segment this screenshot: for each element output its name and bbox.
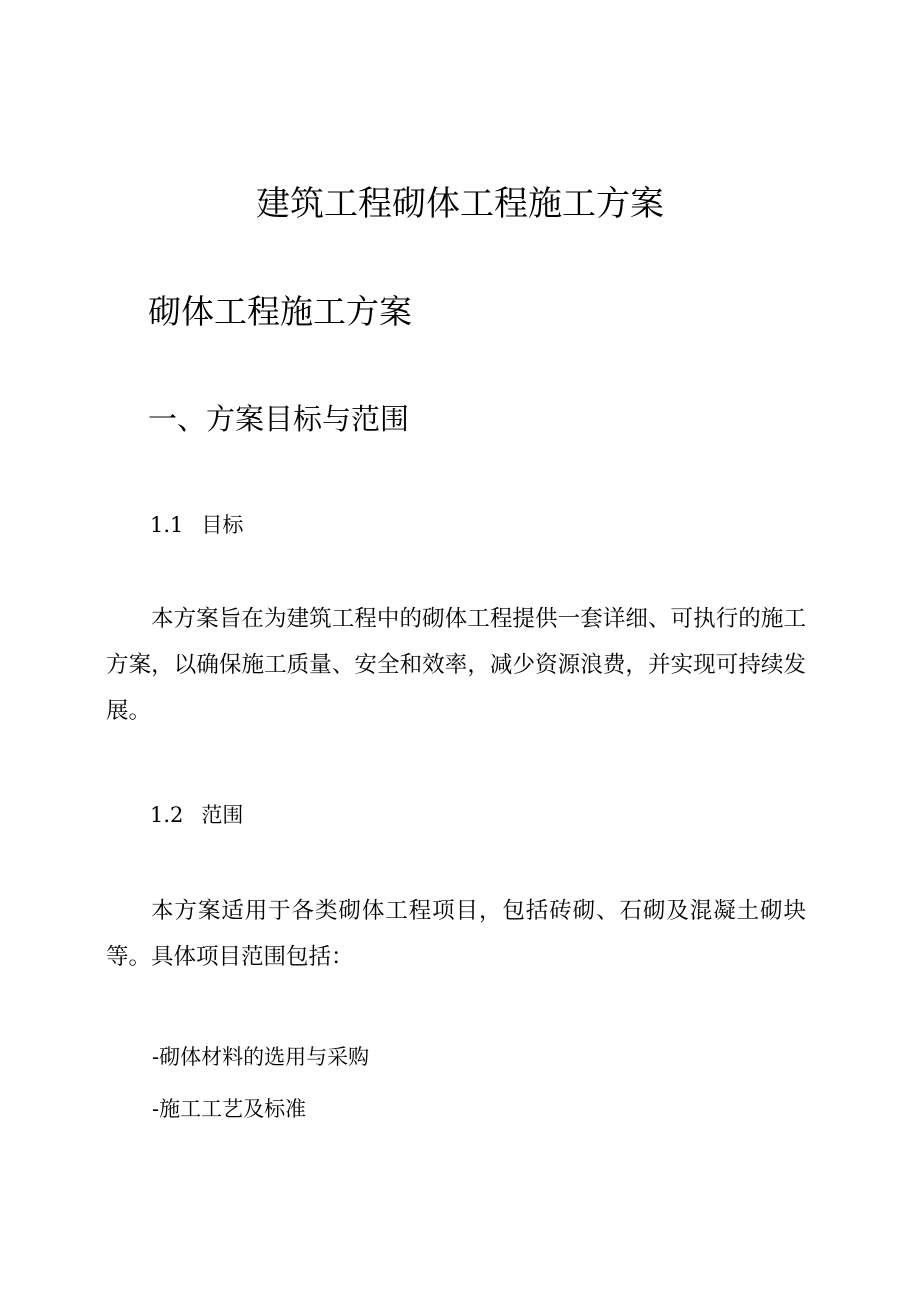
subsection-label: 范围	[201, 803, 244, 827]
main-heading: 砌体工程施工方案	[148, 292, 412, 331]
subsection-number: 1.1	[150, 513, 184, 537]
section-heading-1: 一、方案目标与范围	[148, 402, 410, 436]
paragraph-scope: 本方案适用于各类砌体工程项目，包括砖砌、石砌及混凝土砌块等。具体项目范围包括：	[106, 898, 806, 970]
subsection-heading-1-2	[150, 800, 243, 830]
document-title: 建筑工程砌体工程施工方案	[256, 184, 664, 224]
list-item: -施工工艺及标准	[152, 1097, 307, 1121]
subsection-number: 1.2	[150, 803, 184, 827]
list-item: -砌体材料的选用与采购	[152, 1045, 370, 1069]
paragraph-goal: 本方案旨在为建筑工程中的砌体工程提供一套详细、可执行的施工方案，以确保施工质量、安全和效率，减少资源浪费，并实现可持续发展。	[106, 606, 806, 724]
subsection-heading-1-1	[150, 510, 243, 540]
subsection-label: 目标	[201, 513, 244, 537]
